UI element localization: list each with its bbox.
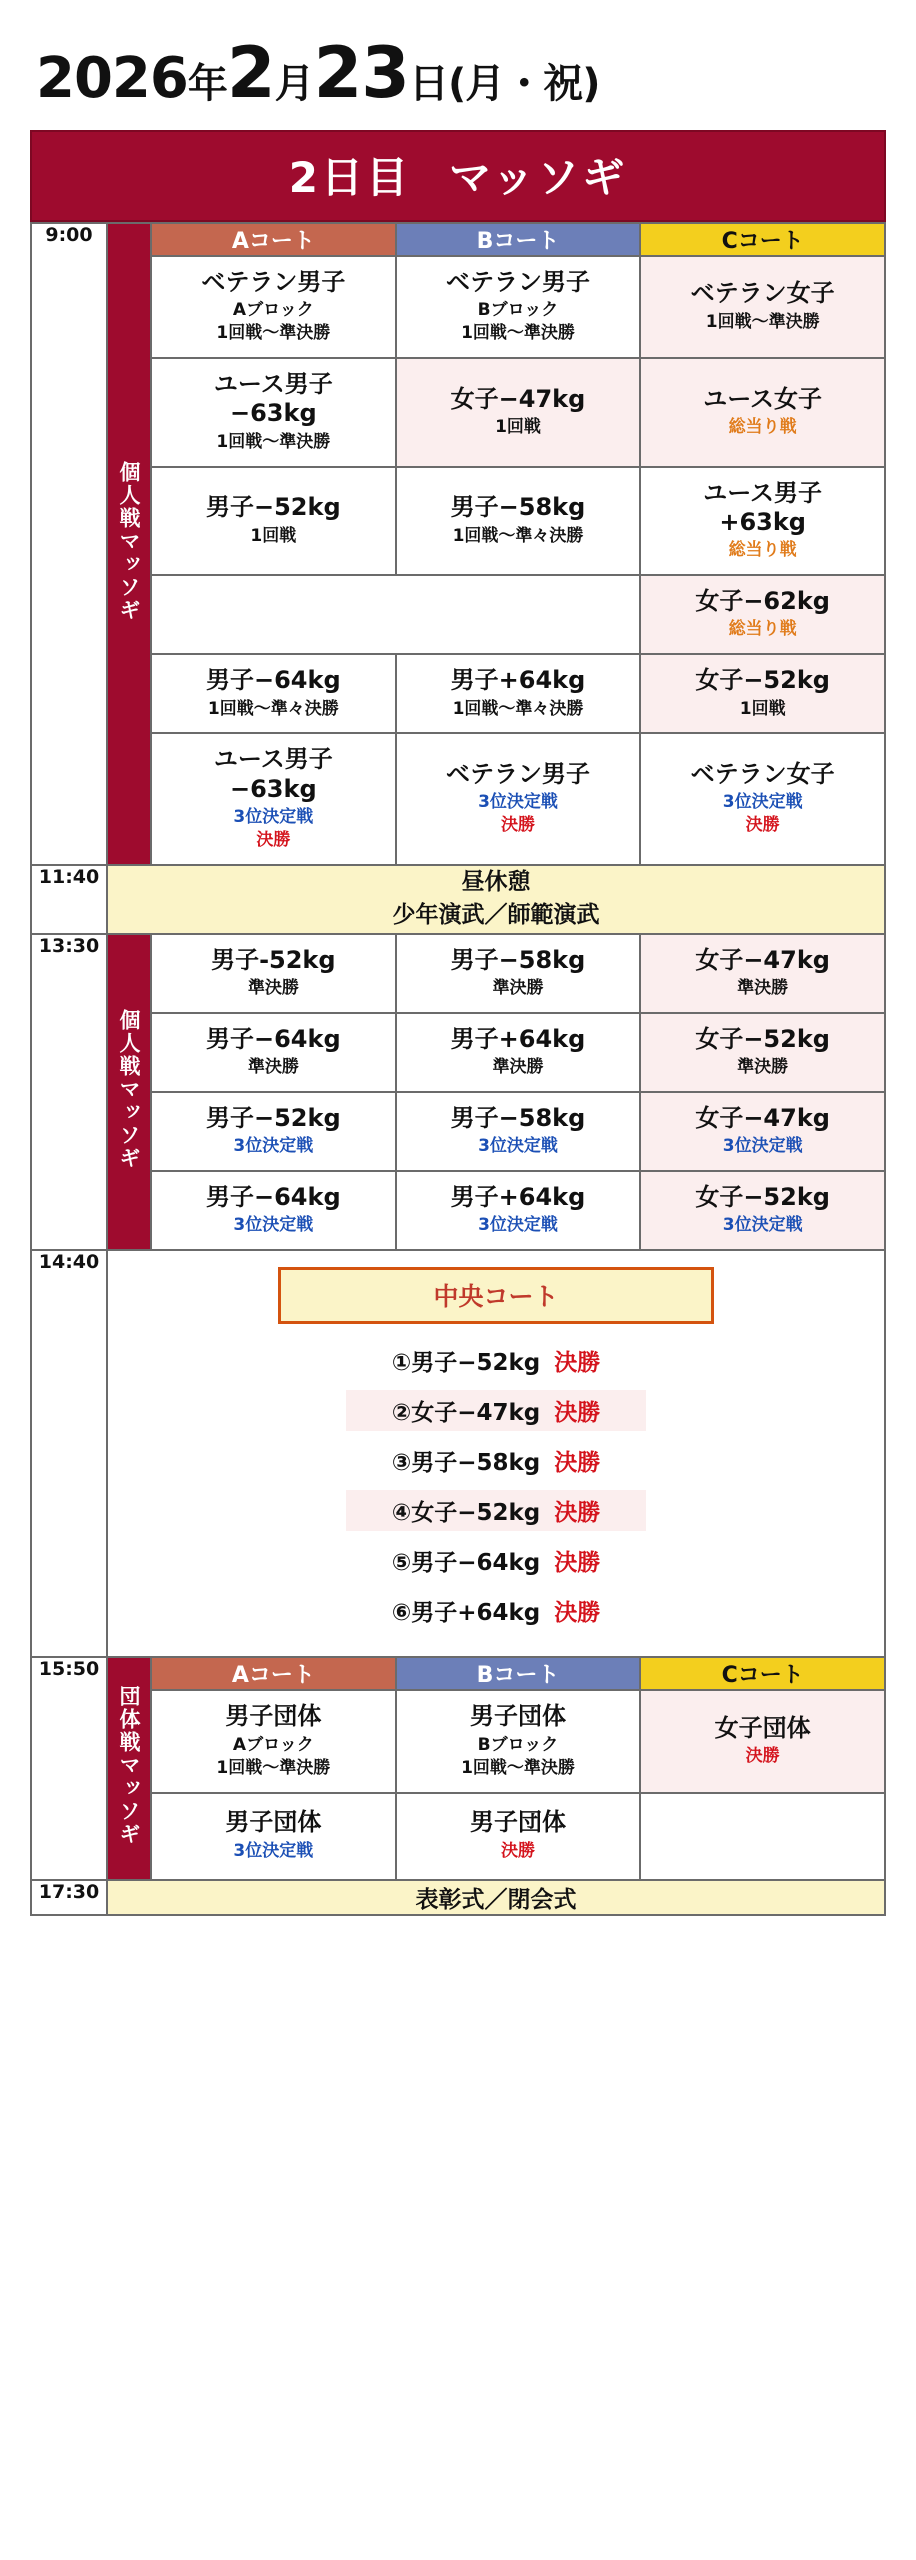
- match-cell: 男子+64kg 3位決定戦: [396, 1171, 641, 1250]
- schedule-table: [30, 222, 886, 1916]
- final-row: ③男子−58kg 決勝: [391, 1450, 601, 1477]
- team-court-header-b: Bコート: [396, 1657, 641, 1690]
- table-row: [31, 1690, 885, 1792]
- date-day: 23: [313, 32, 409, 114]
- match-cell: 女子−52kg 準決勝: [640, 1013, 885, 1092]
- match-cell: 男子−58kg 3位決定戦: [396, 1092, 641, 1171]
- table-row: [31, 256, 885, 358]
- final-row: ②女子−47kg 決勝: [346, 1390, 646, 1431]
- match-cell: 女子−52kg 3位決定戦: [640, 1171, 885, 1250]
- match-cell: 男子−58kg 1回戦～準々決勝: [396, 467, 641, 575]
- table-row: [31, 1657, 885, 1690]
- match-cell: 男子+64kg 1回戦～準々決勝: [396, 654, 641, 733]
- table-row-lunch: [31, 865, 885, 934]
- table-row: [31, 1092, 885, 1171]
- match-cell: 男子−64kg 3位決定戦: [151, 1171, 396, 1250]
- spacer-cell: [396, 575, 641, 654]
- match-cell: 女子団体 決勝: [640, 1690, 885, 1792]
- team-court-header-a: Aコート: [151, 1657, 396, 1690]
- session-time-afternoon: 13:30: [31, 934, 107, 1251]
- match-cell: ベテラン女子 3位決定戦 決勝: [640, 733, 885, 864]
- match-cell: ベテラン男子 Aブロック 1回戦～準決勝: [151, 256, 396, 358]
- match-cell: 男子−64kg 準決勝: [151, 1013, 396, 1092]
- table-row-closing: [31, 1880, 885, 1915]
- table-row: [31, 733, 885, 864]
- match-cell: 男子団体 決勝: [396, 1793, 641, 1880]
- table-row: [31, 1013, 885, 1092]
- closing-cell: 表彰式／閉会式: [107, 1880, 885, 1915]
- match-cell: 男子-52kg 準決勝: [151, 934, 396, 1013]
- closing-time: 17:30: [31, 1880, 107, 1915]
- table-row: [31, 934, 885, 1013]
- match-cell: 女子−47kg 3位決定戦: [640, 1092, 885, 1171]
- session-side-label-afternoon: 個人戦マッソギ: [107, 934, 151, 1251]
- match-cell: ユース男子 −63kg 3位決定戦 決勝: [151, 733, 396, 864]
- date-month: 2: [226, 32, 275, 114]
- match-cell: 男子−52kg 1回戦: [151, 467, 396, 575]
- final-row: ①男子−52kg 決勝: [391, 1350, 601, 1377]
- final-row: ④女子−52kg 決勝: [346, 1490, 646, 1531]
- lunch-time: 11:40: [31, 865, 107, 934]
- page-title: [36, 32, 886, 114]
- session-side-label-morning: 個人戦マッソギ: [107, 223, 151, 865]
- match-cell: 男子−64kg 1回戦～準々決勝: [151, 654, 396, 733]
- match-cell: 女子−52kg 1回戦: [640, 654, 885, 733]
- match-cell: 男子団体 3位決定戦: [151, 1793, 396, 1880]
- title-event: マッソギ: [448, 153, 628, 202]
- table-row: [31, 1793, 885, 1880]
- match-cell: ベテラン女子 1回戦～準決勝: [640, 256, 885, 358]
- team-time: 15:50: [31, 1657, 107, 1879]
- match-cell: 男子+64kg 準決勝: [396, 1013, 641, 1092]
- match-cell: 男子団体 Bブロック 1回戦～準決勝: [396, 1690, 641, 1792]
- date-year-unit: 年: [187, 61, 227, 107]
- match-cell: 男子−52kg 3位決定戦: [151, 1092, 396, 1171]
- court-header-a: Aコート: [151, 223, 396, 256]
- court-header-b: Bコート: [396, 223, 641, 256]
- table-row: [31, 223, 885, 256]
- spacer-cell: [151, 575, 396, 654]
- court-header-c: Cコート: [640, 223, 885, 256]
- central-court-heading: 中央コート: [278, 1267, 714, 1324]
- lunch-cell: 昼休憩 少年演武／師範演武: [107, 865, 885, 934]
- table-row: [31, 358, 885, 466]
- date-month-unit: 月: [274, 61, 314, 107]
- date-weekday: (月・祝): [448, 61, 600, 107]
- title-day-label: 2日目: [288, 153, 411, 202]
- match-cell: ユース女子 総当り戦: [640, 358, 885, 466]
- central-court-section: [107, 1250, 885, 1657]
- title-band: [30, 130, 886, 222]
- match-cell: 女子−47kg 準決勝: [640, 934, 885, 1013]
- central-time: 14:40: [31, 1250, 107, 1657]
- table-row: [31, 467, 885, 575]
- table-row-central: [31, 1250, 885, 1657]
- team-court-header-c: Cコート: [640, 1657, 885, 1690]
- match-cell: 男子−58kg 準決勝: [396, 934, 641, 1013]
- match-cell: 女子−62kg 総当り戦: [640, 575, 885, 654]
- session-time-morning: 9:00: [31, 223, 107, 865]
- match-cell: ユース男子 +63kg 総当り戦: [640, 467, 885, 575]
- match-cell: ユース男子 −63kg 1回戦～準決勝: [151, 358, 396, 466]
- table-row: [31, 654, 885, 733]
- match-cell: ベテラン男子 3位決定戦 決勝: [396, 733, 641, 864]
- table-row: [31, 575, 885, 654]
- date-day-unit: 日: [409, 61, 448, 107]
- match-cell: ベテラン男子 Bブロック 1回戦～準決勝: [396, 256, 641, 358]
- final-row: ⑤男子−64kg 決勝: [391, 1550, 601, 1577]
- final-row: ⑥男子+64kg 決勝: [391, 1600, 601, 1627]
- match-cell-empty: [640, 1793, 885, 1880]
- match-cell: 女子−47kg 1回戦: [396, 358, 641, 466]
- date-year: 2026: [36, 46, 188, 111]
- table-row: [31, 1171, 885, 1250]
- team-side-label: 団体戦マッソギ: [107, 1657, 151, 1879]
- match-cell: 男子団体 Aブロック 1回戦～準決勝: [151, 1690, 396, 1792]
